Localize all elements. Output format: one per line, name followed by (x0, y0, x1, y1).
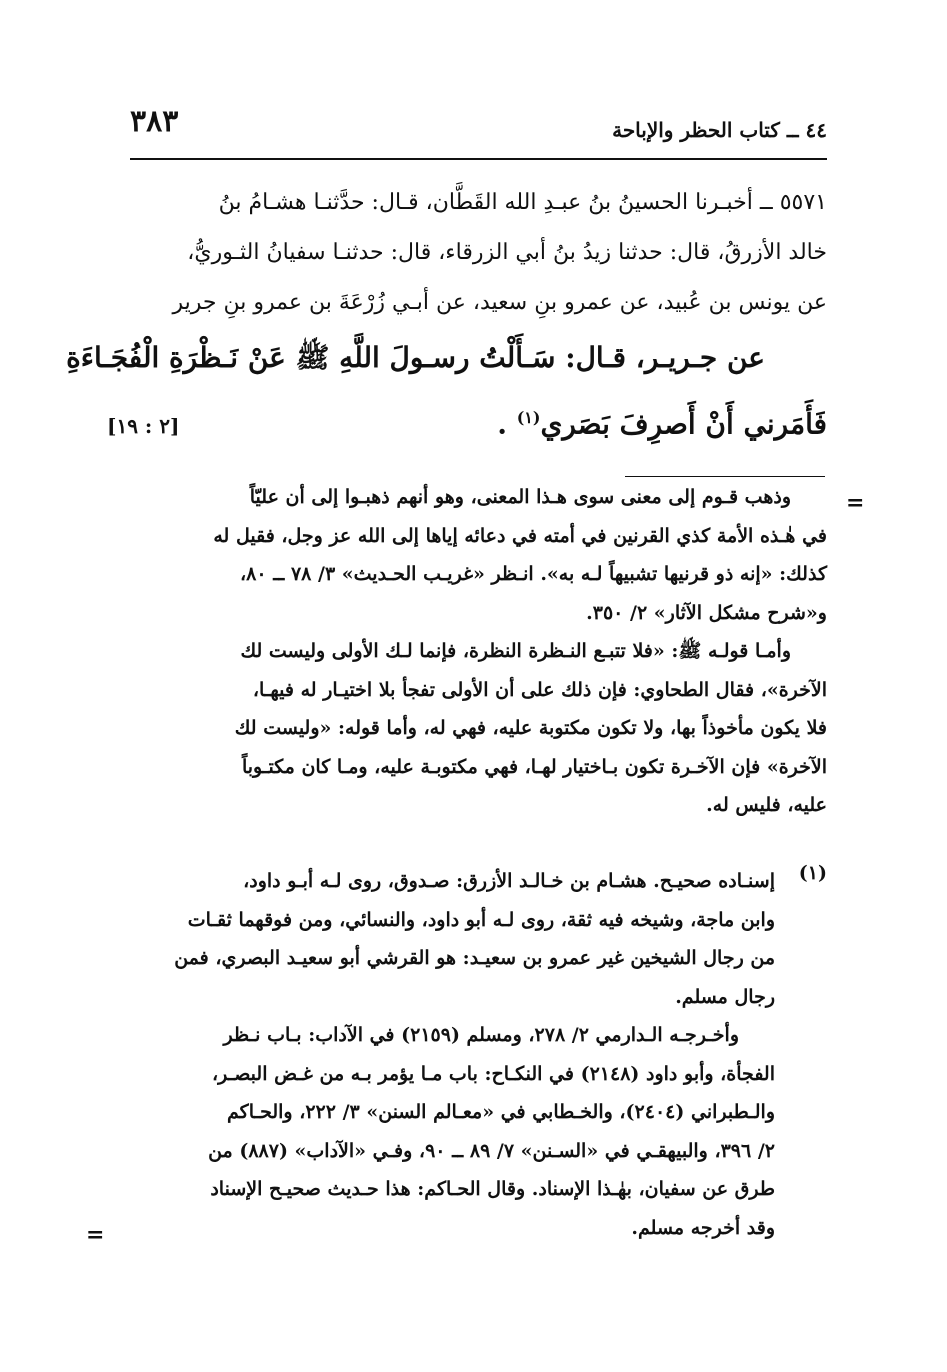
note-line: في هٰـذه الأمة كذي القرنين في أمته في دعائه إياها إلى الله عز وجل، فقيل له (213, 524, 827, 547)
footnote-line: رجال مسلم. (675, 985, 775, 1008)
page-number: ٣٨٣ (130, 104, 179, 139)
isnad-line: خالد الأزرقُ، قال: حدثنا زيدُ بنُ أبي الزرقاء، قال: حدثنـا سفيانُ الثـوريُّ، (187, 240, 827, 265)
matn-row (107, 388, 827, 454)
matn-period: . (497, 407, 507, 441)
hadith-block (66, 178, 827, 454)
continuation-mark: = (846, 490, 865, 516)
note-line: كذلك: «إنه ذو قرنيها تشبيهاً لـه به». انـظر «غريـب الحـديث» ٣/ ٧٨ ــ ٨٠، (240, 563, 827, 585)
matn-text: عن جـريـر، قـال: سَـأَلْتُ رسـولَ اللَّهِ ﷺ عَنْ نَـظْرَةِ الْفُجَـاءَةِ (66, 341, 765, 374)
footnote-line: طرق عن سفيان، بهٰـذا الإسناد. وقال الحـاكم: هذا حـديث صحيـح الإسناد (210, 1178, 775, 1200)
note-line: و«شرح مشكل الآثار» ٢/ ٣٥٠. (586, 601, 827, 624)
note-line: وأمـا قولـه ﷺ: «فلا تتبـع النـظرة النظرة، فإنما لـك الأولى وليست لك (240, 640, 791, 662)
footnote-line: والـطبراني (٢٤٠٤)، والخـطابي في «معـالم السنن» ٣/ ٢٢٢، والحـاكم (227, 1101, 775, 1123)
matn-line (66, 328, 827, 388)
note-line: فلا يكون مأخوذاً بها، ولا تكون مكتوبة عليه، فهي له، وأما قوله: «وليست لك (234, 717, 827, 739)
isnad-line: عن يونس بن عُبيد، عن عمرو بنِ سعيد، عن أبـي زُرْعَةَ بن عمرو بنِ جرير (172, 290, 827, 315)
footnote-line: وابن ماجة، وشيخه فيه ثقة، روى لـه أبو داود، والنسائي، ومن فوقهما ثقـات (187, 908, 775, 931)
note-line: الآخرة»، فقال الطحاوي: فإن ذلك على أن الأولى تفجأ بلا اختيـار له فيهـا، (252, 678, 827, 701)
header-rule (130, 158, 827, 160)
footnote-line: وأخـرجـه الـدارمي ٢/ ٢٧٨، ومسلم (٢١٥٩) في الآداب: بـاب نـظر (223, 1024, 739, 1046)
footnote-number: (١) (798, 862, 827, 884)
footnote-line: إسنـاده صحيـح. هشـام بن خـالـد الأزرق: صـدوق، روى لـه أبـو داود، (243, 870, 775, 892)
note-line: الآخرة» فإن الآخـرة تكون بـاختيار لهـا، فهي مكتوبـة عليه، ومـا كان مكتـوباً (241, 755, 827, 778)
footnote-body (122, 862, 827, 1247)
footnote-1 (122, 862, 827, 1247)
isnad-line: ٥٥٧١ ــ أخبـرنا الحسينُ بنُ عبـدِ الله القَطَّان، قـال: حدَّثنـا هشـامُ بنُ (218, 190, 827, 215)
running-title: ٤٤ ــ كتاب الحظر والإباحة (612, 118, 827, 142)
note-line: وذهب قـوم إلى معنى سوى هـذا المعنى، وهو أنهم ذهبـوا إلى أن عليّاً (249, 486, 791, 508)
continued-note (122, 478, 827, 825)
footnote-line: الفجأة، وأبو داود (٢١٤٨) في النكـاح: باب مـا يؤمر بـه من غـض البصـر، (212, 1062, 775, 1085)
matn-text: فَأَمَرني أَنْ أَصرِفَ بَصَري (540, 407, 827, 441)
volume-reference: [٢ : ١٩] (107, 414, 180, 439)
footnote-marker: (١) (516, 408, 541, 427)
footnote-line: ٢/ ٣٩٦، والبيهقـي في «السـنن» ٧/ ٨٩ ــ ٩٠، وفـي «الآداب» (٨٨٧) من (208, 1139, 775, 1162)
matn-text-end (497, 388, 827, 454)
continuation-mark: = (86, 1222, 105, 1248)
footnote-line: من رجال الشيخين غير عمرو بن سعيـد: هو القرشي أبو سعيـد البصري، فمن (174, 947, 775, 969)
footnote-rule (625, 476, 825, 477)
note-line: عليه، فليس له. (706, 794, 827, 816)
footnote-line: وقد أخرجه مسلم. (631, 1216, 775, 1239)
